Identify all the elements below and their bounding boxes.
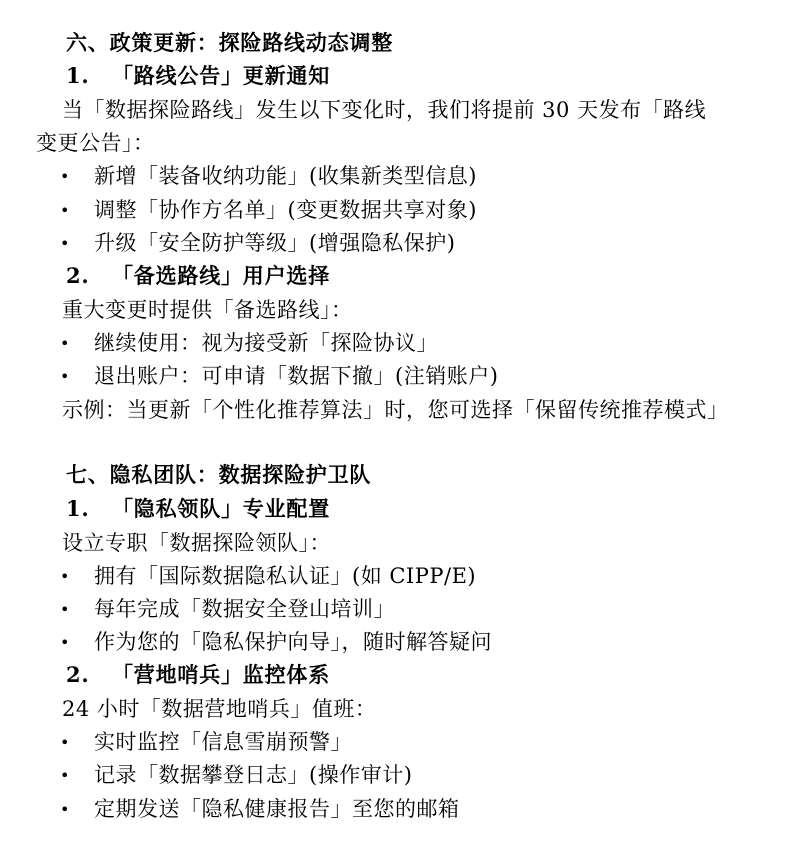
bullet-icon: • — [60, 600, 70, 619]
section-6-sub2-intro: 重大变更时提供「备选路线」： — [62, 298, 353, 322]
bullet-icon: • — [60, 633, 70, 652]
list-item — [60, 228, 455, 258]
section-7-sub2-intro: 24 小时「数据营地哨兵」值班： — [62, 697, 377, 721]
list-item — [60, 328, 438, 358]
list-item — [60, 594, 395, 624]
section-6-sub2-title: 「备选路线」用户选择 — [112, 263, 330, 288]
bullet-icon: • — [60, 367, 70, 386]
bullet-icon: • — [60, 800, 70, 819]
list-item — [60, 760, 412, 790]
bullet-icon: • — [60, 334, 70, 353]
section-6-sub2-number: 2. — [66, 263, 90, 288]
section-7-sub1-title: 「隐私领队」专业配置 — [112, 496, 330, 521]
list-item-text: 升级「安全防护等级」(增强隐私保护) — [94, 231, 456, 255]
list-item — [60, 361, 498, 391]
list-item-text: 每年完成「数据安全登山培训」 — [94, 597, 395, 621]
section-6-sub1-intro-line2: 变更公告」： — [36, 131, 155, 155]
section-7-sub1-number: 1. — [66, 496, 90, 521]
list-item-text: 新增「装备收纳功能」(收集新类型信息) — [94, 164, 477, 188]
list-item-text: 实时监控「信息雪崩预警」 — [94, 730, 352, 754]
section-7-sub1-intro: 设立专职「数据探险领队」： — [62, 531, 331, 555]
section-6-example: 示例：当更新「个性化推荐算法」时，您可选择「保留传统推荐模式」 — [62, 398, 729, 422]
list-item — [60, 794, 460, 824]
section-7-sub2-number: 2. — [66, 662, 90, 687]
section-6-sub1-heading — [66, 61, 330, 91]
section-7-heading: 七、隐私团队：数据探险护卫队 — [66, 462, 372, 487]
section-6-sub1-number: 1. — [66, 63, 90, 88]
bullet-icon: • — [60, 167, 70, 186]
list-item — [60, 627, 492, 657]
section-6-sub1-title: 「路线公告」更新通知 — [112, 63, 330, 88]
bullet-icon: • — [60, 234, 70, 253]
section-6-heading: 六、政策更新：探险路线动态调整 — [66, 30, 393, 55]
list-item — [60, 561, 476, 591]
section-7-sub2-title: 「营地哨兵」监控体系 — [112, 662, 330, 687]
list-item — [60, 195, 477, 225]
section-6-sub2-heading — [66, 261, 330, 291]
list-item-text: 定期发送「隐私健康报告」至您的邮箱 — [94, 797, 460, 821]
bullet-icon: • — [60, 733, 70, 752]
section-7-sub1-heading — [66, 494, 330, 524]
list-item-text: 继续使用：视为接受新「探险协议」 — [94, 331, 438, 355]
list-item-text: 退出账户：可申请「数据下撤」(注销账户) — [94, 364, 499, 388]
list-item-text: 调整「协作方名单」(变更数据共享对象) — [94, 198, 477, 222]
bullet-icon: • — [60, 201, 70, 220]
bullet-icon: • — [60, 567, 70, 586]
list-item-text: 记录「数据攀登日志」(操作审计) — [94, 763, 413, 787]
list-item-text: 作为您的「隐私保护向导」，随时解答疑问 — [94, 630, 492, 654]
list-item-text: 拥有「国际数据隐私认证」(如 CIPP/E) — [94, 564, 477, 588]
list-item — [60, 161, 477, 191]
list-item — [60, 727, 352, 757]
section-7-sub2-heading — [66, 660, 330, 690]
section-6-sub1-intro-line1: 当「数据探险路线」发生以下变化时，我们将提前 30 天发布「路线 — [62, 98, 707, 122]
bullet-icon: • — [60, 766, 70, 785]
